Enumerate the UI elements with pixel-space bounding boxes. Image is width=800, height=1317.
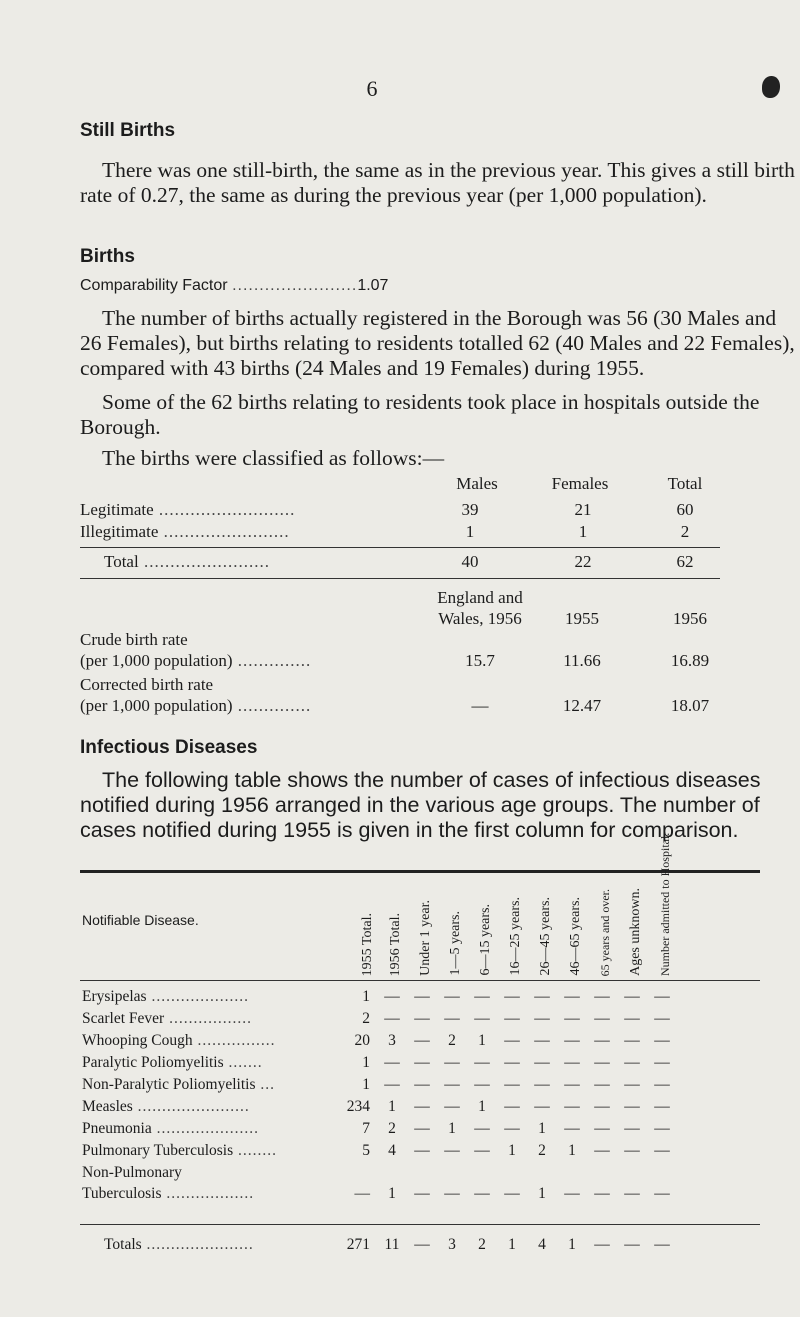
disease-name: Paralytic Poliomyelitis ....... — [82, 1054, 263, 1071]
disease-cell: — — [624, 1120, 640, 1137]
leader-dots: ................. — [164, 1010, 252, 1027]
rule-top — [80, 547, 720, 548]
rates-header-ew-2: Wales, 1956 — [438, 609, 522, 628]
comparability-value: 1.07 — [357, 277, 389, 294]
disease-cell: — — [504, 1120, 520, 1137]
disease-cell: 1 — [538, 1185, 546, 1202]
disease-cell: 1 — [362, 988, 370, 1005]
disease-cell: — — [384, 1054, 400, 1071]
disease-cell: — — [414, 1032, 430, 1049]
rule-bottom — [80, 578, 720, 579]
corrected-label-1: Corrected birth rate — [80, 675, 214, 694]
disease-cell: 2 — [362, 1010, 370, 1027]
rates-header-1956: 1956 — [673, 609, 707, 628]
births-heading: Births — [80, 246, 135, 267]
totals-label: Totals ...................... — [104, 1236, 254, 1253]
disease-cell: — — [474, 1010, 490, 1027]
column-header-2: Under 1 year. — [418, 900, 433, 976]
disease-cell: — — [624, 1142, 640, 1159]
disease-cell: — — [534, 988, 550, 1005]
totals-cell: 1 — [568, 1236, 576, 1253]
disease-cell: 1 — [388, 1185, 396, 1202]
disease-cell: — — [624, 1010, 640, 1027]
disease-cell: — — [444, 1098, 460, 1115]
disease-cell: — — [384, 988, 400, 1005]
disease-cell: — — [564, 1032, 580, 1049]
disease-cell: 1 — [508, 1142, 516, 1159]
totals-cell: — — [654, 1236, 670, 1253]
rates-header-1955: 1955 — [565, 609, 599, 628]
disease-name: Whooping Cough ................ — [82, 1032, 276, 1049]
infectious-text: The following table shows the number of cases of infectious diseases notified during 1956 arranged in the various age groups. The number of cases notified during 1955 is given in the first column for comparison. — [80, 768, 761, 842]
disease-cell: — — [414, 1076, 430, 1093]
disease-cell: — — [474, 1185, 490, 1202]
disease-cell: — — [474, 1142, 490, 1159]
disease-cell: — — [504, 1098, 520, 1115]
disease-cell: — — [534, 1054, 550, 1071]
disease-cell: — — [594, 1185, 610, 1202]
total-females: 22 — [574, 552, 592, 571]
crude-label-2: (per 1,000 population) .............. — [80, 651, 312, 670]
disease-cell: 4 — [388, 1142, 396, 1159]
disease-cell: 1 — [448, 1120, 456, 1137]
disease-cell: 1 — [478, 1032, 486, 1049]
disease-cell: — — [564, 1120, 580, 1137]
leader-dots: ... — [255, 1076, 275, 1093]
disease-cell: — — [564, 1054, 580, 1071]
legitimate-males: 39 — [461, 500, 479, 519]
leader-dots: ....................... — [232, 277, 358, 294]
disease-cell: — — [534, 1032, 550, 1049]
disease-name: Pneumonia ..................... — [82, 1120, 259, 1137]
disease-cell: — — [594, 1054, 610, 1071]
totals-cell: 3 — [448, 1236, 456, 1253]
disease-cell: — — [444, 988, 460, 1005]
disease-cell: 234 — [346, 1098, 370, 1115]
disease-cell: — — [384, 1076, 400, 1093]
page-number: 6 — [366, 76, 378, 101]
disease-name: Pulmonary Tuberculosis ........ — [82, 1142, 278, 1159]
disease-name: Non-Paralytic Poliomyelitis ... — [82, 1076, 275, 1093]
disease-cell: — — [474, 1076, 490, 1093]
disease-cell: — — [414, 988, 430, 1005]
still-births-text: There was one still-birth, the same as in the previous year. This gives a still birth rate of 0.27, the same as during the previous year (per 1,000 population). — [80, 158, 795, 207]
disease-cell: 2 — [448, 1032, 456, 1049]
disease-cell: — — [594, 1010, 610, 1027]
column-header-3: 1—5 years. — [448, 911, 463, 976]
disease-cell: — — [414, 1120, 430, 1137]
header-rule — [80, 980, 760, 981]
crude-ew: 15.7 — [465, 651, 495, 670]
disease-cell: — — [354, 1185, 370, 1202]
disease-cell: 3 — [388, 1032, 396, 1049]
disease-cell: — — [564, 1010, 580, 1027]
births-para-2: Some of the 62 births relating to residents took place in hospitals outside the Borough. — [80, 390, 760, 439]
leader-dots: ................ — [192, 1032, 276, 1049]
disease-cell: — — [444, 1142, 460, 1159]
disease-cell: — — [624, 1076, 640, 1093]
disease-cell: — — [474, 988, 490, 1005]
totals-cell: — — [414, 1236, 430, 1253]
disease-cell: — — [414, 1185, 430, 1202]
crude-label-1: Crude birth rate — [80, 630, 188, 649]
disease-cell: — — [384, 1010, 400, 1027]
disease-cell: — — [564, 1098, 580, 1115]
column-header-8: 65 years and over. — [598, 888, 612, 976]
disease-cell: — — [444, 1010, 460, 1027]
disease-cell: — — [654, 1098, 670, 1115]
rates-header-ew-1: England and — [437, 588, 523, 607]
disease-cell: — — [594, 1076, 610, 1093]
disease-cell: — — [654, 1010, 670, 1027]
disease-cell: — — [474, 1054, 490, 1071]
illegitimate-males: 1 — [465, 522, 475, 541]
disease-cell: 1 — [362, 1076, 370, 1093]
column-header-10: Number admitted to Hospital. — [658, 832, 672, 976]
disease-cell: 2 — [388, 1120, 396, 1137]
disease-cell: — — [414, 1098, 430, 1115]
disease-cell: — — [504, 1185, 520, 1202]
disease-cell: — — [594, 1098, 610, 1115]
disease-cell: — — [654, 1142, 670, 1159]
row-illegitimate-label: Illegitimate ........................ — [80, 522, 290, 541]
disease-header: Notifiable Disease. — [82, 912, 199, 928]
leader-dots: ....... — [223, 1054, 263, 1071]
disease-cell: — — [564, 1076, 580, 1093]
totals-cell: 271 — [346, 1236, 370, 1253]
disease-cell: — — [534, 1010, 550, 1027]
comparability-label: Comparability Factor — [80, 277, 228, 294]
corner-mark — [762, 76, 780, 98]
disease-cell: — — [654, 1185, 670, 1202]
total-males: 40 — [461, 552, 479, 571]
header-total: Total — [667, 474, 703, 493]
disease-cell: — — [414, 1010, 430, 1027]
disease-cell: 7 — [362, 1120, 370, 1137]
column-header-9: Ages unknown. — [628, 888, 643, 976]
leader-dots: ..................... — [151, 1120, 259, 1137]
disease-cell: 20 — [354, 1032, 370, 1049]
column-header-5: 16—25 years. — [508, 897, 523, 976]
disease-cell: — — [654, 1054, 670, 1071]
legitimate-females: 21 — [574, 500, 592, 519]
leader-dots: ........ — [233, 1142, 278, 1159]
disease-cell: — — [444, 1076, 460, 1093]
header-females: Females — [551, 474, 609, 493]
disease-name: Non-Pulmonary — [82, 1164, 182, 1181]
disease-cell: — — [594, 1032, 610, 1049]
disease-cell: 2 — [538, 1142, 546, 1159]
corrected-label-2: (per 1,000 population) .............. — [80, 696, 312, 715]
illegitimate-total: 2 — [680, 522, 690, 541]
total-total: 62 — [676, 552, 694, 571]
crude-1955: 11.66 — [563, 651, 601, 670]
disease-cell: — — [564, 1185, 580, 1202]
legitimate-total: 60 — [676, 500, 694, 519]
disease-cell: — — [594, 1120, 610, 1137]
disease-cell: — — [474, 1120, 490, 1137]
disease-name: Measles ....................... — [82, 1098, 250, 1115]
disease-cell: — — [504, 1076, 520, 1093]
disease-name: Erysipelas .................... — [82, 988, 249, 1005]
totals-cell: 11 — [384, 1236, 400, 1253]
disease-cell: — — [534, 1098, 550, 1115]
column-header-0: 1955 Total. — [360, 912, 375, 976]
disease-cell: 1 — [568, 1142, 576, 1159]
disease-cell: — — [504, 1054, 520, 1071]
disease-cell: — — [654, 1076, 670, 1093]
disease-cell: — — [414, 1054, 430, 1071]
column-header-4: 6—15 years. — [478, 904, 493, 976]
disease-cell: — — [654, 1120, 670, 1137]
still-births-heading: Still Births — [80, 120, 176, 141]
totals-cell: — — [624, 1236, 640, 1253]
disease-name: Scarlet Fever ................. — [82, 1010, 252, 1027]
leader-dots: .................... — [146, 988, 249, 1005]
column-header-1: 1956 Total. — [388, 912, 403, 976]
births-para-3: The births were classified as follows:— — [102, 446, 445, 470]
disease-cell: — — [624, 1032, 640, 1049]
disease-cell: — — [624, 1098, 640, 1115]
disease-cell: 1 — [388, 1098, 396, 1115]
totals-rule — [80, 1224, 760, 1225]
row-legitimate-label: Legitimate .......................... — [80, 500, 296, 519]
disease-name: Tuberculosis .................. — [82, 1185, 255, 1202]
disease-cell: — — [624, 1054, 640, 1071]
disease-cell: 1 — [362, 1054, 370, 1071]
column-header-7: 46—65 years. — [568, 897, 583, 976]
disease-cell: — — [564, 988, 580, 1005]
births-para-1: The number of births actually registered in the Borough was 56 (30 Males and 26 Females), but births relating to residents totalled 62 (40 Males and 22 Females), compared with 43 births (24 Males and 19 Females) during 1955. — [80, 306, 795, 380]
disease-cell: — — [654, 988, 670, 1005]
totals-cell: 4 — [538, 1236, 546, 1253]
totals-cell: 1 — [508, 1236, 516, 1253]
disease-cell: — — [504, 988, 520, 1005]
disease-cell: — — [444, 1185, 460, 1202]
comparability-factor — [80, 277, 388, 295]
totals-cell: 2 — [478, 1236, 486, 1253]
totals-cell: — — [594, 1236, 610, 1253]
leader-dots: .................. — [161, 1185, 255, 1202]
row-total-label: Total ........................ — [104, 552, 270, 571]
crude-1956: 16.89 — [670, 651, 710, 670]
disease-cell: 1 — [478, 1098, 486, 1115]
corrected-1955: 12.47 — [562, 696, 602, 715]
corrected-1956: 18.07 — [670, 696, 710, 715]
disease-cell: — — [624, 1185, 640, 1202]
disease-cell: — — [534, 1076, 550, 1093]
disease-cell: — — [504, 1032, 520, 1049]
disease-cell: 5 — [362, 1142, 370, 1159]
disease-cell: — — [444, 1054, 460, 1071]
disease-cell: 1 — [538, 1120, 546, 1137]
disease-cell: — — [414, 1142, 430, 1159]
disease-cell: — — [624, 988, 640, 1005]
disease-cell: — — [594, 988, 610, 1005]
illegitimate-females: 1 — [578, 522, 588, 541]
corrected-ew: — — [471, 696, 489, 715]
header-males: Males — [456, 474, 498, 493]
infectious-heading: Infectious Diseases — [80, 737, 258, 758]
disease-cell: — — [504, 1010, 520, 1027]
disease-cell: — — [654, 1032, 670, 1049]
column-header-6: 26—45 years. — [538, 897, 553, 976]
disease-cell: — — [594, 1142, 610, 1159]
leader-dots: ....................... — [132, 1098, 250, 1115]
